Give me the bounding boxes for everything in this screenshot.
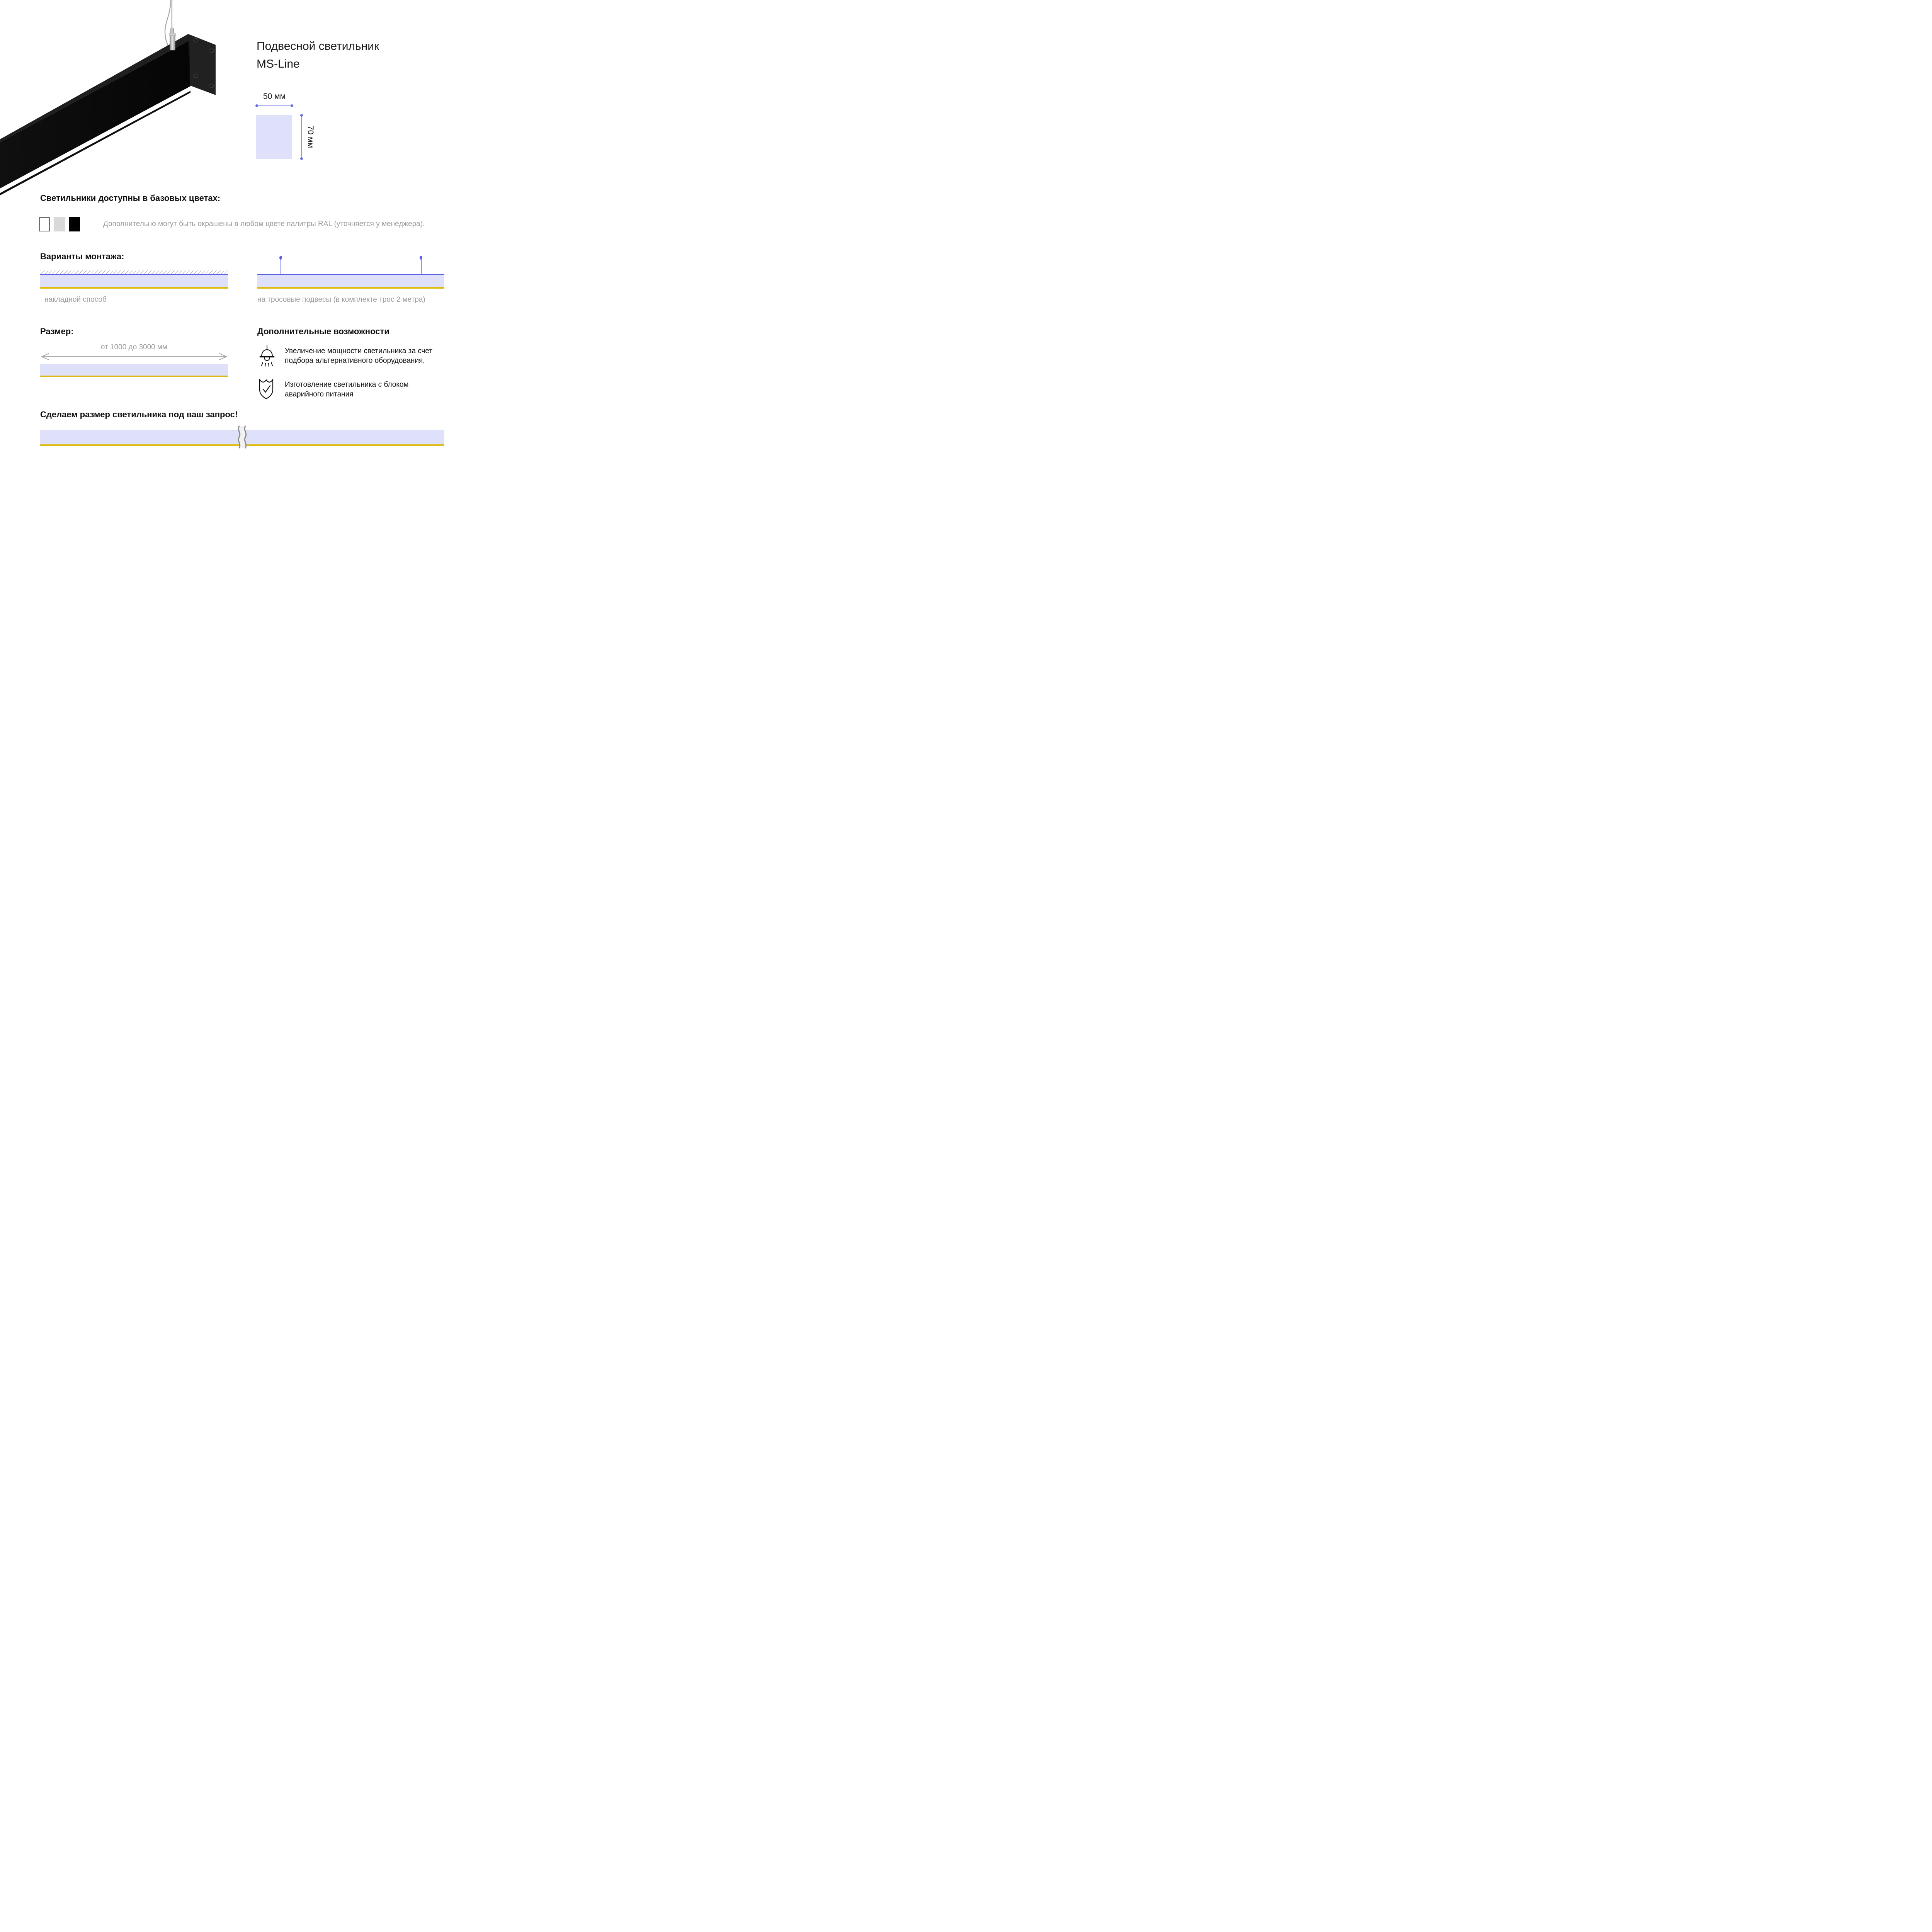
surface-mount-bar-light (40, 287, 228, 289)
suspension-cable (421, 258, 422, 274)
color-swatch-black (69, 217, 80, 231)
page-title (257, 37, 379, 73)
profile-cross-section (256, 115, 292, 159)
size-bar (40, 364, 228, 376)
product-photo-pendant-luminaire (0, 0, 232, 220)
ceiling-hatch (40, 270, 228, 274)
suspension-cable-dot (420, 256, 422, 260)
cable-mount-bar-light (257, 287, 444, 289)
bar-break-icon (235, 425, 250, 450)
mounting-section-heading: Варианты монтажа: (40, 252, 124, 261)
double-arrow-icon (40, 352, 228, 361)
dimension-height-line (301, 116, 302, 159)
page-title-line2: MS-Line (257, 58, 300, 70)
surface-mount-bar (40, 275, 228, 287)
dimension-dot (300, 157, 303, 160)
feature-text: Изготовление светильника с блоком аварийного питания (285, 381, 409, 398)
dimension-width-line (257, 105, 292, 106)
cable-mount-label: на тросовые подвесы (в комплекте трос 2 метра) (257, 296, 425, 304)
dimension-width-label: 50 мм (263, 92, 286, 101)
features-section-heading: Дополнительные возможности (257, 327, 389, 336)
lamp-body (0, 40, 190, 190)
dimension-dot (291, 104, 293, 107)
size-section-heading: Размер: (40, 327, 74, 336)
custom-size-heading: Сделаем размер светильника под ваш запрос! (40, 410, 238, 419)
size-range-label: от 1000 до 3000 мм (100, 343, 168, 351)
size-bar-light (40, 376, 228, 377)
dimension-height-label: 70 мм (306, 125, 315, 148)
suspension-cable-dot (279, 256, 282, 260)
feature-text: Увеличение мощности светильника за счет подбора альтернативного оборудования. (285, 347, 433, 365)
product-sheet-ms-line (0, 0, 483, 483)
cable-mount-bar (257, 275, 444, 287)
ral-note: Дополнительно могут быть окрашены в любом цвете палитры RAL (уточняется у менеджера). (103, 220, 425, 228)
dimension-dot (255, 104, 258, 107)
pendant-lamp-icon (258, 345, 276, 367)
color-swatch-gray (54, 217, 65, 231)
shield-check-icon (258, 377, 276, 400)
dimension-dot (300, 114, 303, 117)
page-title-line1: Подвесной светильник (257, 40, 379, 53)
color-swatch-white (39, 217, 50, 231)
cable-gripper (169, 28, 176, 50)
surface-mount-label: накладной способ (44, 296, 107, 304)
colors-section-heading: Светильники доступны в базовых цветах: (40, 193, 221, 203)
